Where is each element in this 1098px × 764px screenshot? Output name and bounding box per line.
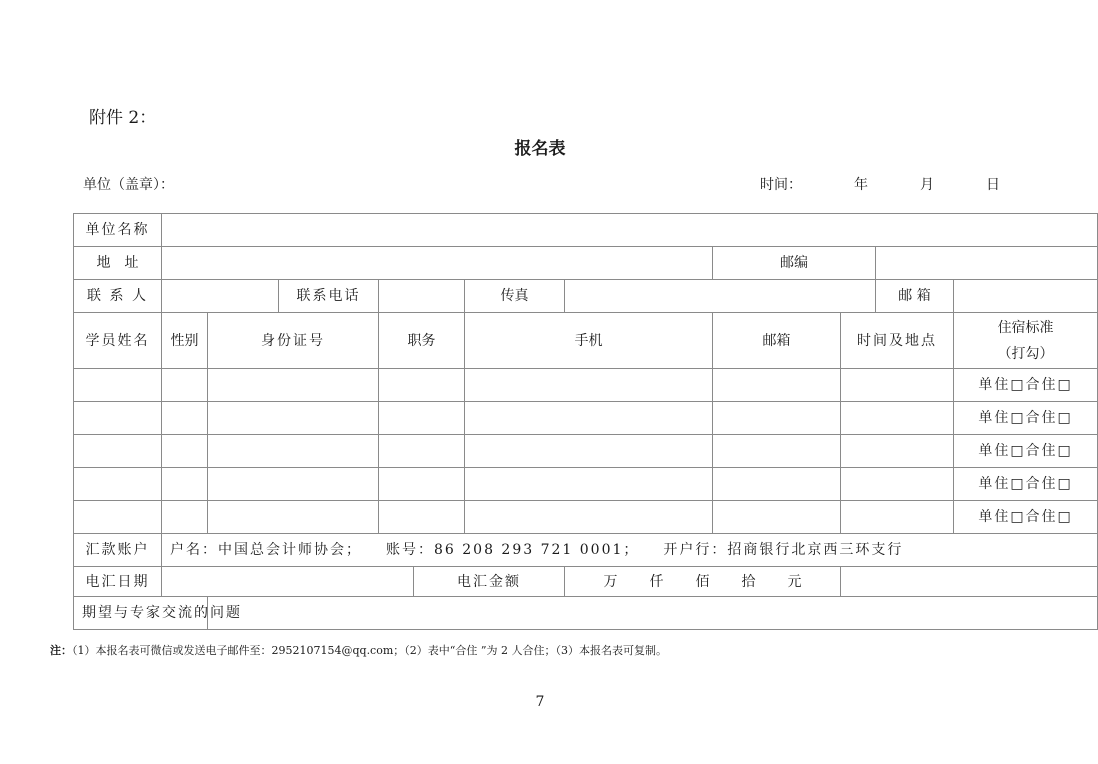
postcode-field[interactable] <box>876 247 1098 280</box>
form-title: 报名表 <box>514 139 566 159</box>
position-cell[interactable] <box>379 468 465 501</box>
registration-table <box>73 213 1098 630</box>
col-trainee-name: 学员姓名 <box>74 313 162 369</box>
time-place-cell[interactable] <box>841 501 954 534</box>
trainee-name-cell[interactable] <box>74 402 162 435</box>
trainee-name-cell[interactable] <box>74 501 162 534</box>
position-cell[interactable] <box>379 369 465 402</box>
remit-date-label: 电汇日期 <box>74 567 162 597</box>
time-place-cell[interactable] <box>841 402 954 435</box>
trainee-name-cell[interactable] <box>74 468 162 501</box>
email-cell[interactable] <box>713 435 841 468</box>
time-place-cell[interactable] <box>841 468 954 501</box>
year-label: 年 <box>854 177 868 193</box>
date-line <box>760 174 1000 194</box>
page-number: 7 <box>535 694 545 710</box>
col-time-place: 时间及地点 <box>841 313 954 369</box>
lodging-option[interactable]: 单住□合住□ <box>954 435 1098 468</box>
postcode-label: 邮编 <box>713 247 876 280</box>
lodging-option[interactable]: 单住□合住□ <box>954 402 1098 435</box>
contact-phone-field[interactable] <box>379 280 465 313</box>
unit-qian: 仟 <box>649 573 664 590</box>
contact-phone-label: 联系电话 <box>279 280 379 313</box>
remit-amount-label: 电汇金额 <box>414 567 565 597</box>
contact-person-field[interactable] <box>162 280 279 313</box>
col-lodging <box>954 313 1098 369</box>
gender-cell[interactable] <box>162 402 208 435</box>
mobile-cell[interactable] <box>465 468 713 501</box>
remit-account-info <box>162 534 1098 567</box>
position-cell[interactable] <box>379 402 465 435</box>
account-number: 账号：86 208 293 721 0001； <box>386 542 640 558</box>
fax-label: 传真 <box>465 280 565 313</box>
day-label: 日 <box>986 177 1000 193</box>
col-mobile: 手机 <box>465 313 713 369</box>
id-number-cell[interactable] <box>208 402 379 435</box>
unit-shi: 拾 <box>741 573 756 590</box>
trainee-row <box>74 435 1098 468</box>
trainee-row <box>74 369 1098 402</box>
questions-field[interactable] <box>208 597 1098 630</box>
lodging-option[interactable]: 单住□合住□ <box>954 501 1098 534</box>
col-gender: 性别 <box>162 313 208 369</box>
lodging-option[interactable]: 单住□合住□ <box>954 468 1098 501</box>
attachment-label: 附件 2： <box>89 108 157 128</box>
id-number-cell[interactable] <box>208 369 379 402</box>
gender-cell[interactable] <box>162 468 208 501</box>
position-cell[interactable] <box>379 435 465 468</box>
address-field[interactable] <box>162 247 713 280</box>
unit-yuan: 元 <box>787 573 802 590</box>
trainee-row <box>74 501 1098 534</box>
fax-field[interactable] <box>565 280 876 313</box>
bank-name: 开户行：招商银行北京西三环支行 <box>663 542 904 558</box>
mobile-cell[interactable] <box>465 402 713 435</box>
mobile-cell[interactable] <box>465 369 713 402</box>
email-cell[interactable] <box>713 468 841 501</box>
unit-stamp-label: 单位（盖章）： <box>83 177 174 193</box>
mobile-cell[interactable] <box>465 435 713 468</box>
unit-name-label: 单位名称 <box>74 214 162 247</box>
month-label: 月 <box>920 177 934 193</box>
gender-cell[interactable] <box>162 501 208 534</box>
time-place-cell[interactable] <box>841 435 954 468</box>
email-label: 邮 箱 <box>876 280 954 313</box>
unit-wan: 万 <box>603 573 618 590</box>
unit-name-field[interactable] <box>162 214 1098 247</box>
remit-amount-units <box>565 567 841 597</box>
lodging-option[interactable]: 单住□合住□ <box>954 369 1098 402</box>
trainee-row <box>74 468 1098 501</box>
note-text: （1）本报名表可微信或发送电子邮件至：2952107154@qq.com；（2）表中“合住 ”为 2 人合住；（3）本报名表可复制。 <box>72 644 668 657</box>
gender-cell[interactable] <box>162 435 208 468</box>
time-place-cell[interactable] <box>841 369 954 402</box>
remit-account-label: 汇款账户 <box>74 534 162 567</box>
email-cell[interactable] <box>713 369 841 402</box>
id-number-cell[interactable] <box>208 435 379 468</box>
contact-person-label: 联 系 人 <box>74 280 162 313</box>
questions-label: 期望与专家交流的问题 <box>74 597 208 630</box>
address-label: 地 址 <box>74 247 162 280</box>
trainee-row <box>74 402 1098 435</box>
unit-bai: 佰 <box>695 573 710 590</box>
email-cell[interactable] <box>713 402 841 435</box>
position-cell[interactable] <box>379 501 465 534</box>
trainee-name-cell[interactable] <box>74 369 162 402</box>
footnote <box>50 642 667 658</box>
id-number-cell[interactable] <box>208 468 379 501</box>
remit-amount-field[interactable] <box>841 567 1098 597</box>
col-id-number: 身份证号 <box>208 313 379 369</box>
id-number-cell[interactable] <box>208 501 379 534</box>
time-label: 时间： <box>760 177 802 193</box>
email-cell[interactable] <box>713 501 841 534</box>
col-position: 职务 <box>379 313 465 369</box>
gender-cell[interactable] <box>162 369 208 402</box>
note-prefix: 注： <box>50 644 72 657</box>
mobile-cell[interactable] <box>465 501 713 534</box>
email-field[interactable] <box>954 280 1098 313</box>
col-email: 邮箱 <box>713 313 841 369</box>
lodging-header-line2: （打勾） <box>997 345 1054 362</box>
trainee-name-cell[interactable] <box>74 435 162 468</box>
remit-date-field[interactable] <box>162 567 414 597</box>
lodging-header-line1: 住宿标准 <box>997 319 1054 336</box>
account-name: 户名：中国总会计师协会； <box>170 542 362 558</box>
